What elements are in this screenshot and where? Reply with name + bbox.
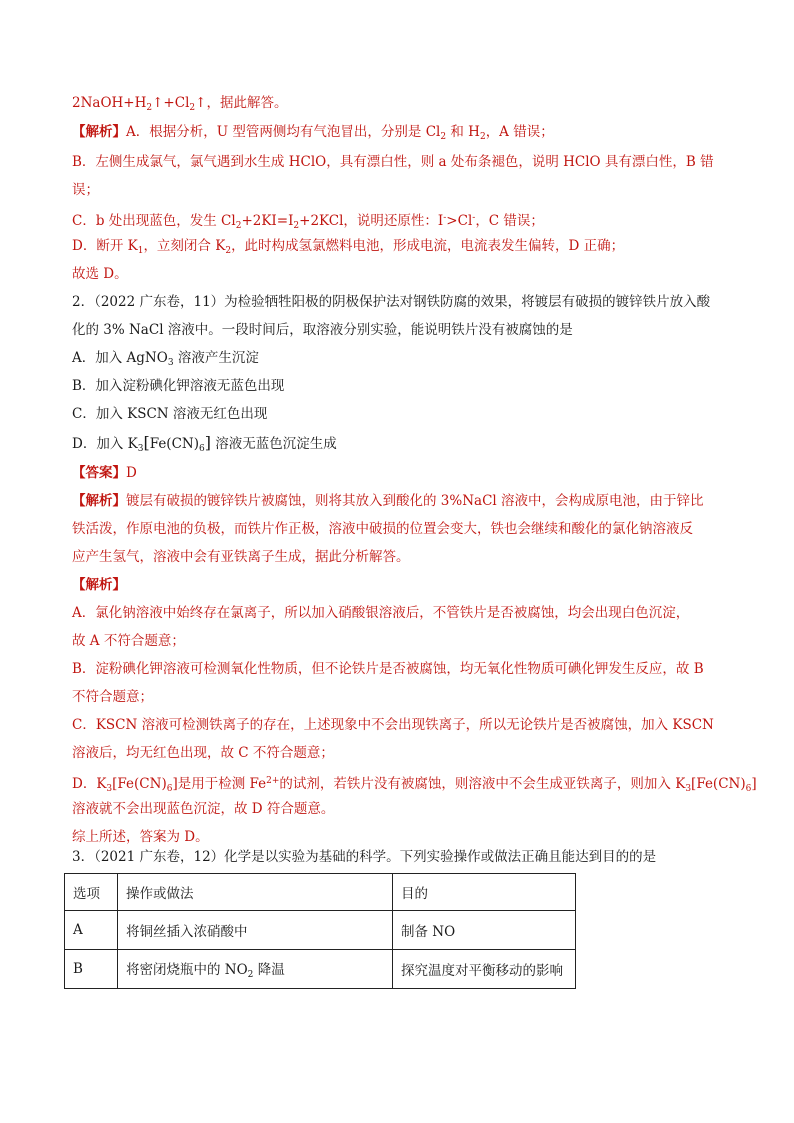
text-fragment: >Cl — [446, 213, 473, 229]
analysis-tag: 【解析】 — [72, 577, 126, 593]
table-cell: 探究温度对平衡移动的影响 — [393, 950, 576, 989]
text-line: B．淀粉碘化钾溶液可检测氧化性物质，但不论铁片是否被腐蚀，均无氧化性物质可碘化钾发生反应，故 B — [72, 661, 704, 677]
table-header-cell: 操作或做法 — [118, 874, 393, 911]
option-a — [72, 348, 259, 373]
text-fragment: ]是用于检测 Fe — [172, 776, 267, 792]
text-fragment: A．加入 AgNO — [72, 350, 168, 366]
question-2-stem: 2．（2022 广东卷，11）为检验牺牲阳极的阴极保护法对钢铁防腐的效果，将镀层有破损的镀锌铁片放入酸 — [72, 294, 711, 310]
option-c: C．加入 KSCN 溶液无红色出现 — [72, 406, 268, 422]
text-fragment: 溶液无蓝色沉淀生成 — [210, 436, 337, 452]
text-line: 不符合题意； — [72, 689, 153, 705]
text-fragment: 降温 — [253, 962, 285, 978]
option-b: B．加入淀粉碘化钾溶液无蓝色出现 — [72, 378, 285, 394]
subscript: 2 — [293, 221, 300, 231]
table-header-cell: 目的 — [393, 874, 576, 911]
superscript: - — [443, 213, 447, 223]
text-fragment: D．断开 K — [72, 238, 138, 254]
option-d — [72, 433, 337, 459]
text-fragment: [Fe(CN) — [112, 776, 167, 792]
text-fragment: ，A 错误； — [485, 124, 554, 140]
text-fragment: ↑，据此解答。 — [195, 95, 288, 111]
options-table — [64, 873, 576, 989]
subscript: 3 — [106, 784, 113, 794]
table-cell: A — [65, 911, 118, 950]
table-row — [65, 950, 576, 989]
answer-tag: 【答案】 — [72, 465, 126, 481]
table-cell — [118, 950, 393, 989]
table-cell: B — [65, 950, 118, 989]
text-fragment: C．b 处出现蓝色，发生 Cl — [72, 213, 236, 229]
text-fragment: A．根据分析，U 型管两侧均有气泡冒出，分别是 Cl — [126, 124, 441, 140]
subscript: 6 — [166, 784, 173, 794]
question-2-stem-cont: 化的 3% NaCl 溶液中。一段时间后，取溶液分别实验，能说明铁片没有被腐蚀的是 — [72, 322, 573, 338]
answer-line — [72, 463, 137, 483]
text-line: 综上所述，答案为 D。 — [72, 829, 209, 845]
text-fragment: ，立刻闭合 K — [143, 238, 226, 254]
text-line — [72, 122, 554, 147]
text-line: C．KSCN 溶液可检测铁离子的存在，上述现象中不会出现铁离子，所以无论铁片是否被腐蚀，加入 KSCN — [72, 717, 714, 733]
text-line: A．氯化钠溶液中始终存在氯离子，所以加入硝酸银溶液后，不管铁片是否被腐蚀，均会出现白色沉淀， — [72, 605, 690, 621]
text-fragment: 和 H — [446, 124, 480, 140]
table-cell: 制备 NO — [393, 911, 576, 950]
answer-value: D — [126, 465, 137, 481]
text-line — [72, 771, 757, 799]
text-fragment: 镀层有破损的镀锌铁片被腐蚀，则将其放入到酸化的 3%NaCl 溶液中，会构成原电池，由于锌比 — [126, 493, 704, 509]
text-fragment: +2KI=I — [241, 213, 294, 229]
subscript: 6 — [198, 444, 205, 454]
text-fragment: [Fe(CN) — [691, 776, 746, 792]
table-header-row — [65, 874, 576, 911]
text-fragment: Fe(CN) — [149, 436, 199, 452]
text-line: 误； — [72, 182, 99, 198]
text-fragment: D．K — [72, 776, 107, 792]
text-line: 故 A 不符合题意； — [72, 633, 185, 649]
subscript: 2 — [146, 103, 153, 113]
table-header-cell: 选项 — [65, 874, 118, 911]
text-line: 应产生氢气，溶液中会有亚铁离子生成，据此分析解答。 — [72, 549, 410, 565]
text-fragment: 2NaOH+H — [72, 95, 147, 111]
subscript: 3 — [167, 358, 174, 368]
subscript: 2 — [225, 246, 232, 256]
subscript: 2 — [479, 132, 486, 142]
analysis-tag: 【解析】 — [72, 493, 126, 509]
table-row — [65, 911, 576, 950]
text-line: 故选 D。 — [72, 266, 128, 282]
text-line — [72, 236, 624, 261]
superscript: 2+ — [266, 776, 280, 786]
text-fragment: ，此时构成氢氯燃料电池，形成电流，电流表发生偏转，D 正确； — [231, 238, 625, 254]
text-fragment: 溶液产生沉淀 — [173, 350, 259, 366]
analysis-tag: 【解析】 — [72, 124, 126, 140]
subscript: 2 — [440, 132, 447, 142]
question-3-stem: 3．（2021 广东卷，12）化学是以实验为基础的科学。下列实验操作或做法正确且能达到目的的是 — [72, 849, 657, 865]
text-fragment: D．加入 K — [72, 436, 138, 452]
text-line: B．左侧生成氯气，氯气遇到水生成 HClO，具有漂白性，则 a 处布条褪色，说明 HClO 具有漂白性，B 错 — [72, 154, 714, 170]
subscript: 3 — [685, 784, 692, 794]
subscript: 3 — [137, 444, 144, 454]
text-fragment: ，C 错误； — [475, 213, 544, 229]
text-fragment: +2KCl，说明还原性：I — [299, 213, 444, 229]
text-line: 溶液就不会出现蓝色沉淀，故 D 符合题意。 — [72, 801, 335, 817]
superscript: - — [472, 213, 476, 223]
subscript: 2 — [247, 970, 254, 980]
text-line: 铁活泼，作原电池的负极，而铁片作正极，溶液中破损的位置会变大，铁也会继续和酸化的氯化钠溶液反 — [72, 521, 693, 537]
bracket: ] — [204, 433, 211, 452]
subscript: 1 — [137, 246, 144, 256]
text-fragment: ↑+Cl — [152, 95, 190, 111]
text-fragment: ] — [751, 776, 757, 792]
subscript: 2 — [189, 103, 196, 113]
text-fragment: 的试剂，若铁片没有被腐蚀，则溶液中不会生成亚铁离子，则加入 K — [279, 776, 686, 792]
text-line — [72, 491, 704, 511]
text-fragment: 将密闭烧瓶中的 NO — [126, 962, 248, 978]
text-line — [72, 93, 287, 118]
text-line: 溶液后，均无红色出现，故 C 不符合题意； — [72, 745, 334, 761]
subscript: 6 — [745, 784, 752, 794]
subscript: 2 — [235, 221, 242, 231]
text-line — [72, 208, 544, 236]
bracket: [ — [143, 433, 150, 452]
table-cell: 将铜丝插入浓硝酸中 — [118, 911, 393, 950]
